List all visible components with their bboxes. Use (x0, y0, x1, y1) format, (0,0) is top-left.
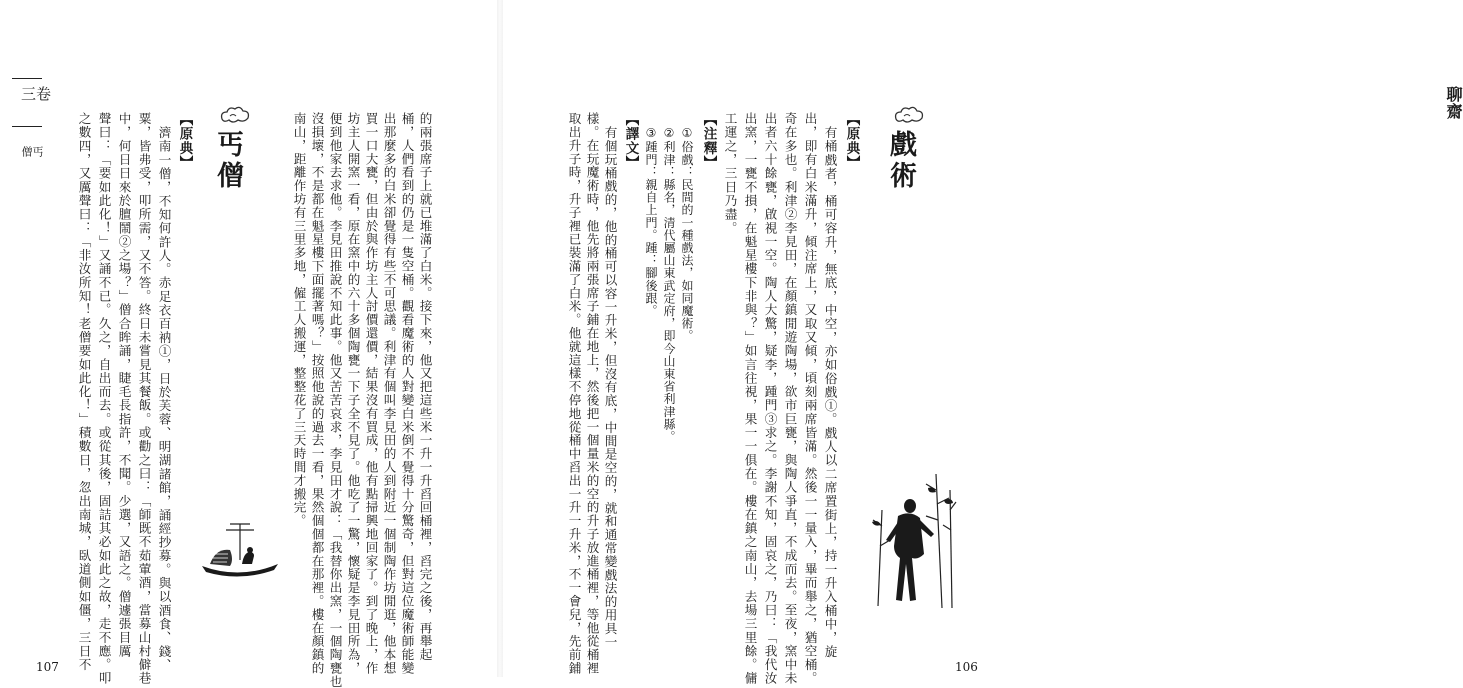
original-text-column: 有桶戲者，桶可容升，無底，中空，亦如俗戲①。戲人以二席置街上，持一升入桶中，旋 (822, 126, 838, 659)
section-header-notes: 【注釋】 (700, 112, 717, 170)
translation-text-column: 取出升子時，升子裡已裝滿了白米。他就這樣不停地從桶中舀出一升一升米，不一會兒，先前鋪 (566, 112, 582, 675)
translation-text-column: 桶，人們看到的仍是一隻空桶。觀看魔術的人對變白米倒不覺得十分驚奇，但對這位魔術師能變 (399, 112, 415, 675)
translation-text-column: 樣。在玩魔術時，他先將兩張席子鋪在地上，然後把一個量米的空的升子放進桶裡，等他從桶裡 (584, 112, 600, 675)
translation-text-column: 便到他家去求他。李見田推說不知此事。他又苦苦哀求，李見田才說：「我替你出窯，一個陶甕也 (327, 112, 343, 688)
translation-text-column: 出那麼多的白米卻覺得有些不可思議。利津有個叫李見田的人到附近一個制陶作坊閒逛，他本想 (381, 112, 397, 675)
story-title: 丐僧 (212, 130, 243, 192)
running-story-title: 丐僧 (20, 146, 44, 158)
original-text-column: 奇在多也。利津②李見田，在顏鎮閒遊陶場，欲市巨甕，與陶人爭直，不成而去。至夜，窯中未 (782, 112, 798, 686)
right-page (500, 0, 1463, 686)
original-text-column: 出，即有白米滿升，傾注席上，又取又傾，頃刻兩席皆滿。然後一一量入，畢而舉之，猶空桶。 (802, 112, 818, 686)
volume-rule-bottom (12, 126, 42, 127)
original-text-column: 中，何日日來於膻鬧②之場？」僧合眸誦，睫毛長指許，不聞。少選，又語之。僧遽張目厲 (116, 112, 132, 658)
translation-text-column: 南山，距離作坊有三里多地，僱工人搬運，整整花了三天時間才搬完。 (291, 112, 307, 528)
original-text-column: 粟，皆弗受，叩所需，又不答。終日未嘗見其餐飯。或勸之曰：「師既不茹葷酒，當募山村僻巷 (136, 112, 152, 686)
volume-label: 卷三 (19, 86, 52, 102)
section-header-original: 【原典】 (843, 112, 860, 170)
translation-text-column: 有個玩桶戲的，他的桶可以容一升米，但沒有底，中間是空的，就和通常變戲法的用具一 (602, 126, 618, 649)
note-line: ③踵門：親自上門。踵：腳後跟。 (644, 126, 658, 317)
original-text-column: 聲曰：「要如此化！」又誦不已。久之，自出而去。或從其後，固詰其必如此之故，走不應。叩 (96, 112, 112, 686)
section-header-original: 【原典】 (176, 112, 193, 170)
original-text-column: 之數四，又厲聲曰：「非汝所知！老僧要如此化！」積數日，忽出南城，臥道側如僵，三日不 (76, 112, 92, 672)
original-text-column: 出者六十餘甕，啟視一空。陶人大驚，疑李，踵門③求之。李謝不知，固哀之，乃曰：「我代汝 (762, 112, 778, 686)
story-title: 戲術 (885, 130, 916, 192)
note-line: ②利津：縣名，清代屬山東武定府，即今山東省利津縣。 (662, 126, 676, 443)
translation-text-column: 沒損壞，不是都在魁星樓下面擺著嗎？」按照他說的過去一看，果然個個都在那裡。樓在顏鎮的 (309, 112, 325, 675)
translation-text-column: 買一口大甕，但由於與作坊主人討價還價，結果沒有買成，他有點掃興地回家了。到了晚上，作 (363, 112, 379, 675)
figure-with-bamboo-illustration (858, 470, 958, 610)
page-number: 107 (36, 660, 59, 674)
original-text-column: 工運之，三日乃盡。 (722, 112, 738, 235)
cloud-ornament-icon (892, 104, 926, 126)
page-number: 106 (955, 660, 978, 674)
translation-text-column: 的兩張席子上就已堆滿了白米。接下來，他又把這些米一升一升舀回桶裡，舀完之後，再舉起 (417, 112, 433, 662)
note-line: ①俗戲：民間的一種戲法，如同魔術。 (680, 126, 694, 343)
left-page (0, 0, 500, 688)
section-header-translation: 【譯文】 (622, 112, 639, 170)
original-text-column: 出窯，一甕不損，在魁星樓下非與？」如言往視，果一一俱在。樓在鎮之南山，去場三里餘。傭 (742, 112, 758, 686)
translation-text-column: 坊主人開窯一看，原在窯中的六十多個陶甕一下子全不見了。他吃了一驚，懷疑是李見田所為， (345, 112, 361, 675)
volume-rule-top (12, 78, 42, 79)
cloud-ornament-icon (218, 104, 252, 126)
book-header-mark: 聊齋 (1444, 86, 1463, 120)
original-text-column: 濟南一僧，不知何許人。赤足衣百衲①，日於芙蓉、明湖諸館，誦經抄募。與以酒食、錢、 (156, 126, 172, 672)
boat-illustration (200, 520, 280, 582)
